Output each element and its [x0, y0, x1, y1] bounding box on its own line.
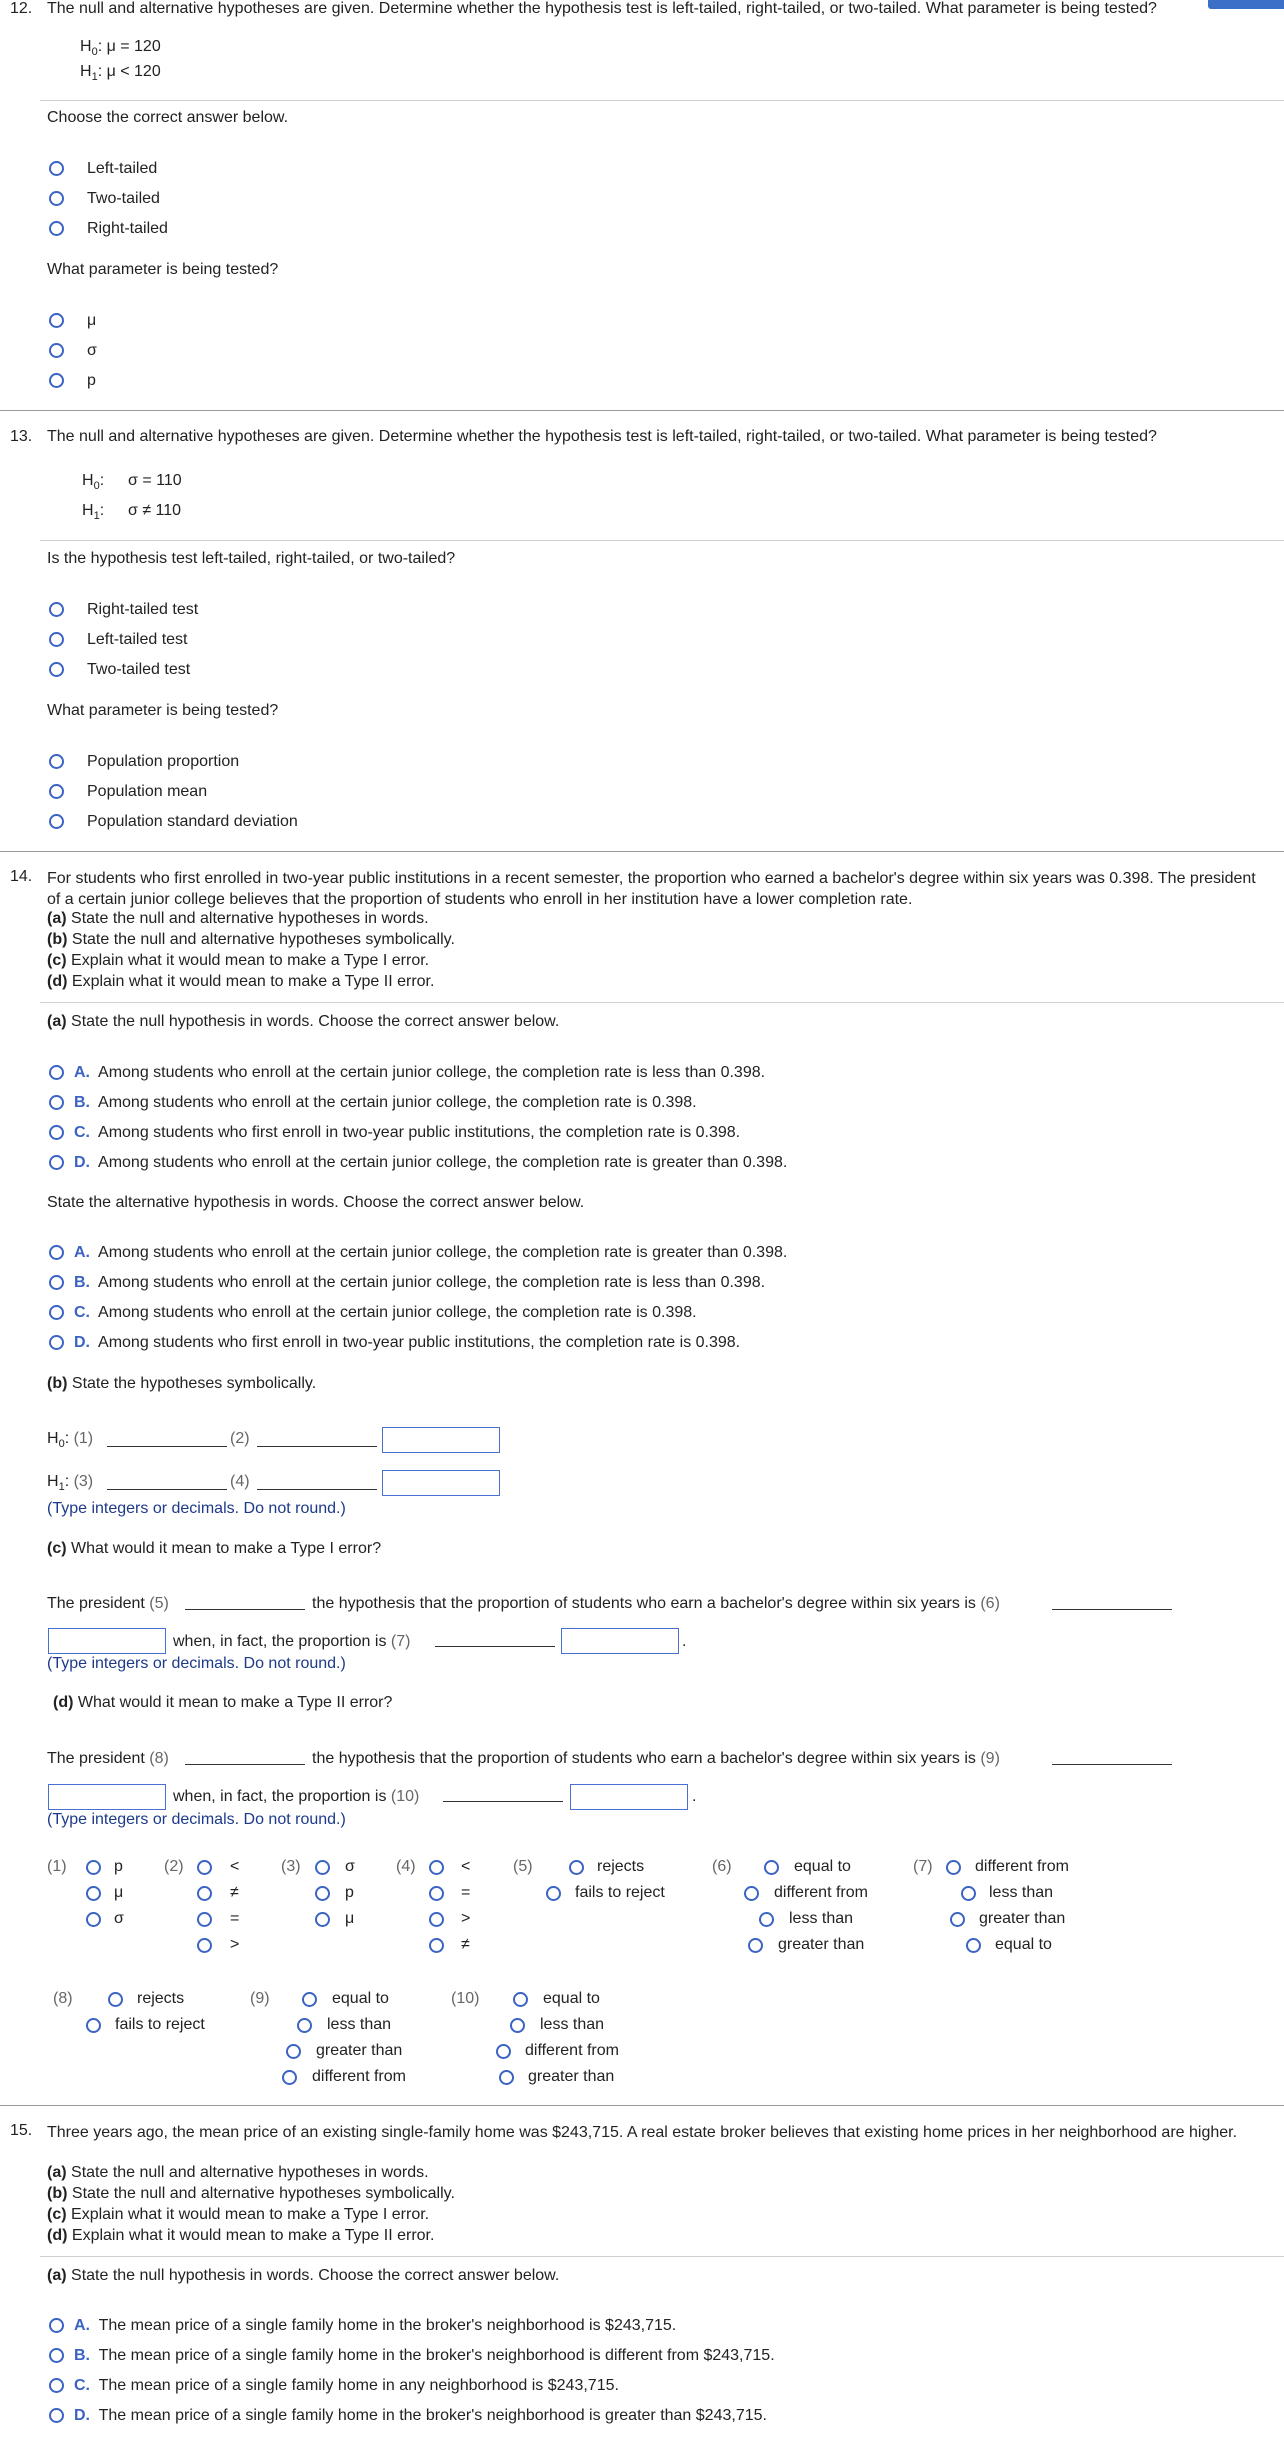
- dd8-option-2: fails to reject: [115, 2016, 205, 2033]
- dd6-label: (6): [712, 1858, 732, 1875]
- dd2-option-4: >: [230, 1936, 240, 1953]
- q14-part-d: (d) Explain what it would mean to make a Type II error.: [47, 973, 435, 990]
- q12-tail-label-3: Right-tailed: [87, 220, 168, 237]
- q14-c-question: (c) What would it mean to make a Type I error?: [47, 1540, 382, 1557]
- q15-radio-a[interactable]: [49, 2318, 64, 2333]
- dd3-radio-1[interactable]: [315, 1860, 330, 1875]
- q15-radio-c[interactable]: [49, 2378, 64, 2393]
- q14-blank-2[interactable]: [257, 1446, 377, 1447]
- dd9-option-1: equal to: [332, 1990, 389, 2007]
- q13-param-label-1: Population proportion: [87, 753, 240, 770]
- q12-param-radio-1[interactable]: [49, 313, 64, 328]
- dd5-option-2: fails to reject: [575, 1884, 665, 1901]
- dd9-option-4: different from: [312, 2068, 406, 2085]
- q14-h1-value-input[interactable]: [382, 1470, 500, 1496]
- q15-part-d: (d) Explain what it would mean to make a Type II error.: [47, 2227, 435, 2244]
- dd7-option-2: less than: [989, 1884, 1054, 1901]
- dd4-radio-4[interactable]: [429, 1938, 444, 1953]
- dd6-radio-1[interactable]: [764, 1860, 779, 1875]
- dd6-radio-2[interactable]: [744, 1886, 759, 1901]
- q12-prompt: The null and alternative hypotheses are given. Determine whether the hypothesis test is left-tailed, right-tailed, or two-tailed. What parameter is being tested?: [47, 0, 1157, 17]
- q12-param-radio-2[interactable]: [49, 343, 64, 358]
- q14-blank-6[interactable]: [1052, 1609, 1172, 1610]
- q12-h0: $H_0$: μ = 120: [80, 38, 161, 59]
- q15-part-c: (c) Explain what it would mean to make a Type I error.: [47, 2206, 430, 2223]
- dd8-radio-2[interactable]: [86, 2018, 101, 2033]
- dd10-option-3: different from: [525, 2042, 619, 2059]
- dd4-option-1: <: [461, 1858, 471, 1875]
- q14-c-period: .: [682, 1633, 687, 1650]
- q14-blank-10[interactable]: [443, 1801, 563, 1802]
- q14-d-value-input-1[interactable]: [48, 1784, 166, 1810]
- dd6-radio-4[interactable]: [748, 1938, 763, 1953]
- q15-divider: [40, 2256, 1284, 2257]
- q12-param-label-2: σ: [87, 342, 97, 359]
- q15-option-b: B. The mean price of a single family home in the broker's neighborhood is different from $243,715.: [74, 2347, 775, 2364]
- q14-alt-option-d: D. Among students who first enroll in two-year public institutions, the completion rate is 0.398.: [74, 1334, 741, 1351]
- q14-c-line1-text: the hypothesis that the proportion of students who earn a bachelor's degree within six years is (6): [312, 1595, 1000, 1612]
- q13-tail-radio-1[interactable]: [49, 602, 64, 617]
- q14-c-line1-start: The president (5): [47, 1595, 169, 1612]
- q14-alt-option-a: A. Among students who enroll at the certain junior college, the completion rate is greater than 0.398.: [74, 1244, 788, 1261]
- q14-b-h1-label: $H_1$: (3): [47, 1473, 94, 1494]
- q12-param-radio-3[interactable]: [49, 373, 64, 388]
- dd3-label: (3): [281, 1858, 301, 1875]
- q14-alt-radio-a[interactable]: [49, 1245, 64, 1260]
- q12-tail-radio-3[interactable]: [49, 221, 64, 236]
- q14-d-question: (d) What would it mean to make a Type II error?: [53, 1694, 393, 1711]
- q12-param-question: What parameter is being tested?: [47, 261, 279, 278]
- dd4-option-4: ≠: [461, 1936, 470, 1953]
- q13-param-question: What parameter is being tested?: [47, 702, 279, 719]
- q14-part-c: (c) Explain what it would mean to make a Type I error.: [47, 952, 430, 969]
- dd8-radio-1[interactable]: [108, 1992, 123, 2007]
- dd10-option-4: greater than: [528, 2068, 615, 2085]
- q13-tail-label-2: Left-tailed test: [87, 631, 188, 648]
- question-divider: [0, 2105, 1284, 2106]
- q14-h0-value-input[interactable]: [382, 1427, 500, 1453]
- dd1-label: (1): [47, 1858, 67, 1875]
- q14-blank-8[interactable]: [185, 1764, 305, 1765]
- q14-alt-radio-d[interactable]: [49, 1335, 64, 1350]
- dd4-radio-3[interactable]: [429, 1912, 444, 1927]
- dd6-option-1: equal to: [794, 1858, 851, 1875]
- dd7-option-1: different from: [975, 1858, 1069, 1875]
- q12-number: 12.: [10, 0, 33, 17]
- dd10-option-1: equal to: [543, 1990, 600, 2007]
- q14-divider: [40, 1002, 1284, 1003]
- q13-divider: [40, 540, 1284, 541]
- q14-blank-9[interactable]: [1052, 1764, 1172, 1765]
- q14-null-option-c: C. Among students who first enroll in two-year public institutions, the completion rate is 0.398.: [74, 1124, 741, 1141]
- dd9-radio-4[interactable]: [282, 2070, 297, 2085]
- dd9-radio-2[interactable]: [297, 2018, 312, 2033]
- q14-c-hint: (Type integers or decimals. Do not round.): [47, 1655, 346, 1672]
- q14-alt-radio-b[interactable]: [49, 1275, 64, 1290]
- dd2-option-3: =: [230, 1910, 240, 1927]
- dd9-option-3: greater than: [316, 2042, 403, 2059]
- q15-prompt: Three years ago, the mean price of an existing single-family home was $243,715. A real estate broker believes that existing home prices in her neighborhood are higher.: [47, 2124, 1238, 2141]
- q15-part-a: (a) State the null and alternative hypotheses in words.: [47, 2164, 429, 2181]
- dd7-option-4: equal to: [995, 1936, 1052, 1953]
- q13-param-label-3: Population standard deviation: [87, 813, 298, 830]
- q14-null-option-a: A. Among students who enroll at the certain junior college, the completion rate is less than 0.398.: [74, 1064, 766, 1081]
- q14-blank-1[interactable]: [107, 1446, 227, 1447]
- q13-prompt: The null and alternative hypotheses are given. Determine whether the hypothesis test is left-tailed, right-tailed, or two-tailed. What parameter is being tested?: [47, 428, 1157, 445]
- dd1-radio-3[interactable]: [86, 1912, 101, 1927]
- q12-choose-label: Choose the correct answer below.: [47, 109, 289, 126]
- dd10-radio-4[interactable]: [499, 2070, 514, 2085]
- q13-tail-radio-2[interactable]: [49, 632, 64, 647]
- q14-alt-option-b: B. Among students who enroll at the certain junior college, the completion rate is less than 0.398.: [74, 1274, 766, 1291]
- q12-tail-radio-2[interactable]: [49, 191, 64, 206]
- q14-alt-question: State the alternative hypothesis in words. Choose the correct answer below.: [47, 1194, 585, 1211]
- dd7-radio-4[interactable]: [966, 1938, 981, 1953]
- q14-a-null-question: (a) State the null hypothesis in words. Choose the correct answer below.: [47, 1013, 560, 1030]
- q13-tail-label-3: Two-tailed test: [87, 661, 191, 678]
- dd1-radio-1[interactable]: [86, 1860, 101, 1875]
- q13-param-radio-1[interactable]: [49, 754, 64, 769]
- q12-divider: [40, 100, 1284, 101]
- dd9-option-2: less than: [327, 2016, 392, 2033]
- q15-part-b: (b) State the null and alternative hypotheses symbolically.: [47, 2185, 455, 2202]
- dd6-option-2: different from: [774, 1884, 868, 1901]
- dd4-option-3: >: [461, 1910, 471, 1927]
- dd10-radio-1[interactable]: [513, 1992, 528, 2007]
- dd5-option-1: rejects: [597, 1858, 645, 1875]
- dd10-radio-2[interactable]: [510, 2018, 525, 2033]
- q14-null-radio-c[interactable]: [49, 1125, 64, 1140]
- dd1-option-2: μ: [114, 1884, 124, 1901]
- q14-b-h0-label: $H_0$: (1): [47, 1430, 94, 1451]
- q14-null-radio-b[interactable]: [49, 1095, 64, 1110]
- dd2-label: (2): [164, 1858, 184, 1875]
- dd4-label: (4): [396, 1858, 416, 1875]
- q14-blank-4[interactable]: [257, 1489, 377, 1490]
- q15-option-d: D. The mean price of a single family home in the broker's neighborhood is greater than $243,715.: [74, 2407, 767, 2424]
- q14-null-radio-d[interactable]: [49, 1155, 64, 1170]
- q13-h0: $H_0$:: [82, 472, 105, 493]
- q14-d-period: .: [692, 1788, 697, 1805]
- q14-d-line1-start: The president (8): [47, 1750, 169, 1767]
- dd4-radio-1[interactable]: [429, 1860, 444, 1875]
- dd3-radio-3[interactable]: [315, 1912, 330, 1927]
- q14-d-line1-text: the hypothesis that the proportion of students who earn a bachelor's degree within six years is (9): [312, 1750, 1000, 1767]
- dd6-radio-3[interactable]: [759, 1912, 774, 1927]
- dd1-option-1: p: [114, 1858, 123, 1875]
- q13-param-label-2: Population mean: [87, 783, 208, 800]
- dd3-option-1: σ: [345, 1858, 355, 1875]
- q14-b-question: (b) State the hypotheses symbolically.: [47, 1375, 317, 1392]
- dd9-radio-3[interactable]: [286, 2044, 301, 2059]
- q14-blank-3[interactable]: [107, 1489, 227, 1490]
- dd10-option-2: less than: [540, 2016, 605, 2033]
- q14-d-hint: (Type integers or decimals. Do not round.): [47, 1811, 346, 1828]
- q15-option-c: C. The mean price of a single family home in any neighborhood is $243,715.: [74, 2377, 619, 2394]
- q13-h0-value: σ = 110: [128, 472, 182, 489]
- dd3-option-3: μ: [345, 1910, 355, 1927]
- dd7-radio-1[interactable]: [946, 1860, 961, 1875]
- question-divider: [0, 410, 1284, 411]
- q15-radio-d[interactable]: [49, 2408, 64, 2423]
- q12-tail-label-2: Two-tailed: [87, 190, 160, 207]
- q12-h1: $H_1$: μ < 120: [80, 63, 161, 84]
- dd10-label: (10): [451, 1990, 480, 2007]
- q14-null-option-d: D. Among students who enroll at the certain junior college, the completion rate is greater than 0.398.: [74, 1154, 788, 1171]
- q15-radio-b[interactable]: [49, 2348, 64, 2363]
- dd2-radio-4[interactable]: [197, 1938, 212, 1953]
- q14-part-b: (b) State the null and alternative hypotheses symbolically.: [47, 931, 455, 948]
- q14-blank-2-label: (2): [230, 1430, 250, 1447]
- dd2-radio-3[interactable]: [197, 1912, 212, 1927]
- q15-a-question: (a) State the null hypothesis in words. Choose the correct answer below.: [47, 2267, 560, 2284]
- dd9-radio-1[interactable]: [302, 1992, 317, 2007]
- q14-alt-radio-c[interactable]: [49, 1305, 64, 1320]
- q12-param-label-3: p: [87, 372, 96, 389]
- q15-option-a: A. The mean price of a single family home in the broker's neighborhood is $243,715.: [74, 2317, 677, 2334]
- q14-blank-4-label: (4): [230, 1473, 250, 1490]
- dd9-label: (9): [250, 1990, 270, 2007]
- q14-c-value-input-1[interactable]: [48, 1628, 166, 1654]
- dd6-option-4: greater than: [778, 1936, 865, 1953]
- question-divider: [0, 851, 1284, 852]
- dd10-radio-3[interactable]: [496, 2044, 511, 2059]
- q14-b-hint: (Type integers or decimals. Do not round.): [47, 1500, 346, 1517]
- q12-tail-label-1: Left-tailed: [87, 160, 158, 177]
- dd7-option-3: greater than: [979, 1910, 1066, 1927]
- dd4-option-2: =: [461, 1884, 471, 1901]
- dd1-option-3: σ: [114, 1910, 124, 1927]
- q13-number: 13.: [10, 428, 33, 445]
- dd3-radio-2[interactable]: [315, 1886, 330, 1901]
- q13-param-radio-2[interactable]: [49, 784, 64, 799]
- q14-blank-7[interactable]: [435, 1646, 555, 1647]
- q14-d-value-input-2[interactable]: [570, 1784, 688, 1810]
- q14-blank-5[interactable]: [185, 1609, 305, 1610]
- q14-alt-option-c: C. Among students who enroll at the certain junior college, the completion rate is 0.398.: [74, 1304, 697, 1321]
- q14-prompt: For students who first enrolled in two-year public institutions in a recent semester, the proportion who earned a bachelor's degree within six years was 0.398. The president of a certain junior college believes that the proportion of students who enroll in her institution have a lower completion rate.: [47, 870, 1256, 908]
- q13-tail-label-1: Right-tailed test: [87, 601, 199, 618]
- q13-tail-question: Is the hypothesis test left-tailed, right-tailed, or two-tailed?: [47, 550, 456, 567]
- q12-tail-radio-1[interactable]: [49, 161, 64, 176]
- dd6-option-3: less than: [789, 1910, 854, 1927]
- q13-h1-value: σ ≠ 110: [128, 502, 182, 519]
- q15-number: 15.: [10, 2122, 33, 2139]
- dd5-radio-2[interactable]: [546, 1886, 561, 1901]
- dd3-option-2: p: [345, 1884, 354, 1901]
- dd2-radio-2[interactable]: [197, 1886, 212, 1901]
- dd8-option-1: rejects: [137, 1990, 185, 2007]
- dd1-radio-2[interactable]: [86, 1886, 101, 1901]
- dd7-label: (7): [913, 1858, 933, 1875]
- dd5-radio-1[interactable]: [569, 1860, 584, 1875]
- dd2-option-1: <: [230, 1858, 240, 1875]
- q14-d-line2-text: when, in fact, the proportion is (10): [173, 1788, 420, 1805]
- q12-param-label-1: μ: [87, 312, 97, 329]
- dd2-option-2: ≠: [230, 1884, 239, 1901]
- q14-null-option-b: B. Among students who enroll at the certain junior college, the completion rate is 0.398.: [74, 1094, 697, 1111]
- dd8-label: (8): [53, 1990, 73, 2007]
- q13-tail-radio-3[interactable]: [49, 662, 64, 677]
- q14-c-line2-text: when, in fact, the proportion is (7): [173, 1633, 411, 1650]
- dd7-radio-3[interactable]: [950, 1912, 965, 1927]
- dd4-radio-2[interactable]: [429, 1886, 444, 1901]
- q14-c-value-input-2[interactable]: [561, 1628, 679, 1654]
- dd5-label: (5): [513, 1858, 533, 1875]
- dd7-radio-2[interactable]: [961, 1886, 976, 1901]
- q14-null-radio-a[interactable]: [49, 1065, 64, 1080]
- q14-part-a: (a) State the null and alternative hypotheses in words.: [47, 910, 429, 927]
- q13-h1: $H_1$:: [82, 502, 105, 523]
- q14-number: 14.: [10, 868, 33, 885]
- dd2-radio-1[interactable]: [197, 1860, 212, 1875]
- q13-param-radio-3[interactable]: [49, 814, 64, 829]
